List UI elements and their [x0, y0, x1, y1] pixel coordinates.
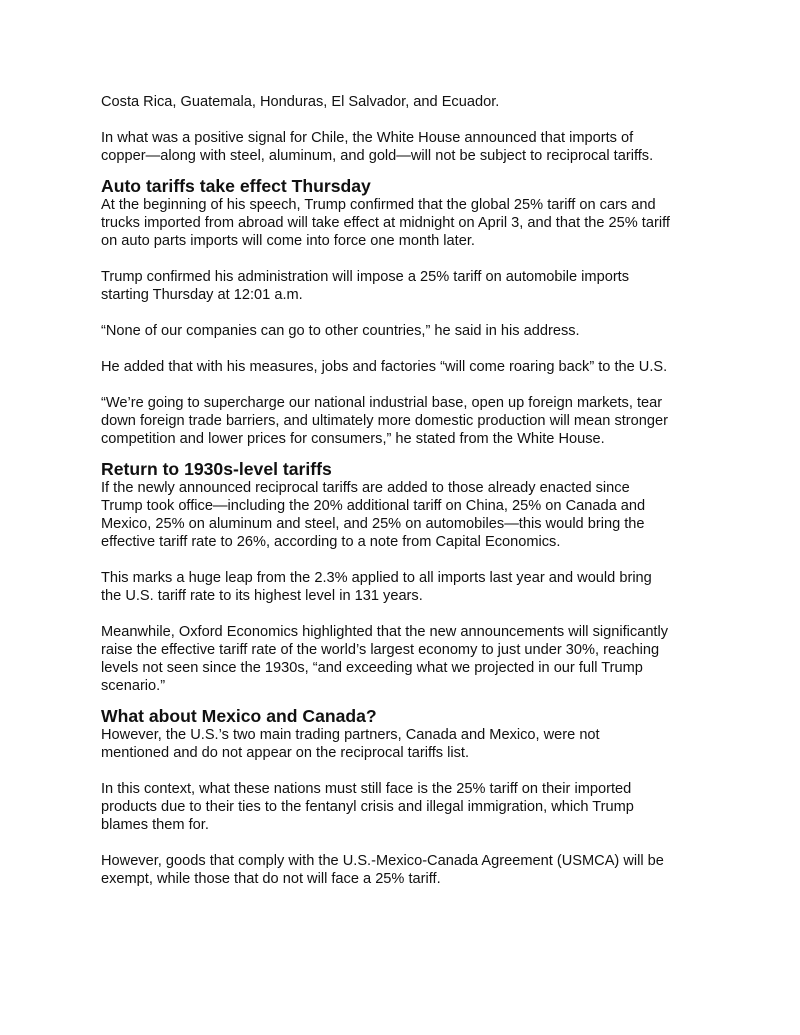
section-mexico-canada [101, 706, 711, 888]
1930s-tariffs-paragraph-1: If the newly announced reciprocal tariffs are added to those already enacted since Trump took office—including the 20% additional tariff on China, 25% on Canada and Mexico, 25% on aluminum and steel, and 25% on automobiles—this would bring the effective tariff rate to 26%, according to a note from Capital Economics. [101, 480, 646, 550]
section-heading-auto-tariffs: Auto tariffs take effect Thursday [101, 176, 371, 196]
auto-tariffs-paragraph-5: “We’re going to supercharge our national industrial base, open up foreign markets, tear down foreign trade barriers, and ultimately more domestic production will mean stronger competition and lower prices for consumers,” he stated from the White House. [101, 395, 668, 447]
section-heading-mexico-canada: What about Mexico and Canada? [101, 706, 377, 726]
auto-tariffs-paragraph-2: Trump confirmed his administration will impose a 25% tariff on automobile imports starting Thursday at 12:01 a.m. [101, 269, 630, 303]
mexico-canada-paragraph-1: However, the U.S.’s two main trading partners, Canada and Mexico, were not mentioned and do not appear on the reciprocal tariffs list. [101, 727, 600, 761]
intro-paragraph-2: In what was a positive signal for Chile, the White House announced that imports of copper—along with steel, aluminum, and gold—will not be subject to reciprocal tariffs. [101, 130, 654, 164]
section-1930s-tariffs [101, 459, 711, 695]
auto-tariffs-paragraph-1: At the beginning of his speech, Trump confirmed that the global 25% tariff on cars and trucks imported from abroad will take effect at midnight on April 3, and that the 25% tariff on auto parts imports will come into force one month later. [101, 197, 670, 249]
section-heading-1930s-tariffs: Return to 1930s-level tariffs [101, 459, 332, 479]
mexico-canada-paragraph-2: In this context, what these nations must still face is the 25% tariff on their imported products due to their ties to the fentanyl crisis and illegal immigration, which Trump blames them for. [101, 781, 634, 833]
auto-tariffs-paragraph-3: “None of our companies can go to other countries,” he said in his address. [101, 323, 580, 339]
auto-tariffs-paragraph-4: He added that with his measures, jobs and factories “will come roaring back” to the U.S. [101, 359, 668, 375]
mexico-canada-paragraph-3: However, goods that comply with the U.S.-Mexico-Canada Agreement (USMCA) will be exempt, while those that do not will face a 25% tariff. [101, 853, 664, 887]
intro-paragraph-1: Costa Rica, Guatemala, Honduras, El Salvador, and Ecuador. [101, 94, 500, 110]
1930s-tariffs-paragraph-2: This marks a huge leap from the 2.3% applied to all imports last year and would bring the U.S. tariff rate to its highest level in 131 years. [101, 570, 652, 604]
1930s-tariffs-paragraph-3: Meanwhile, Oxford Economics highlighted that the new announcements will significantly raise the effective tariff rate of the world’s largest economy to just under 30%, reaching levels not seen since the 1930s, “and exceeding what we projected in our full Trump scenario.” [101, 624, 669, 694]
section-auto-tariffs [101, 176, 711, 448]
document-page [101, 93, 711, 906]
